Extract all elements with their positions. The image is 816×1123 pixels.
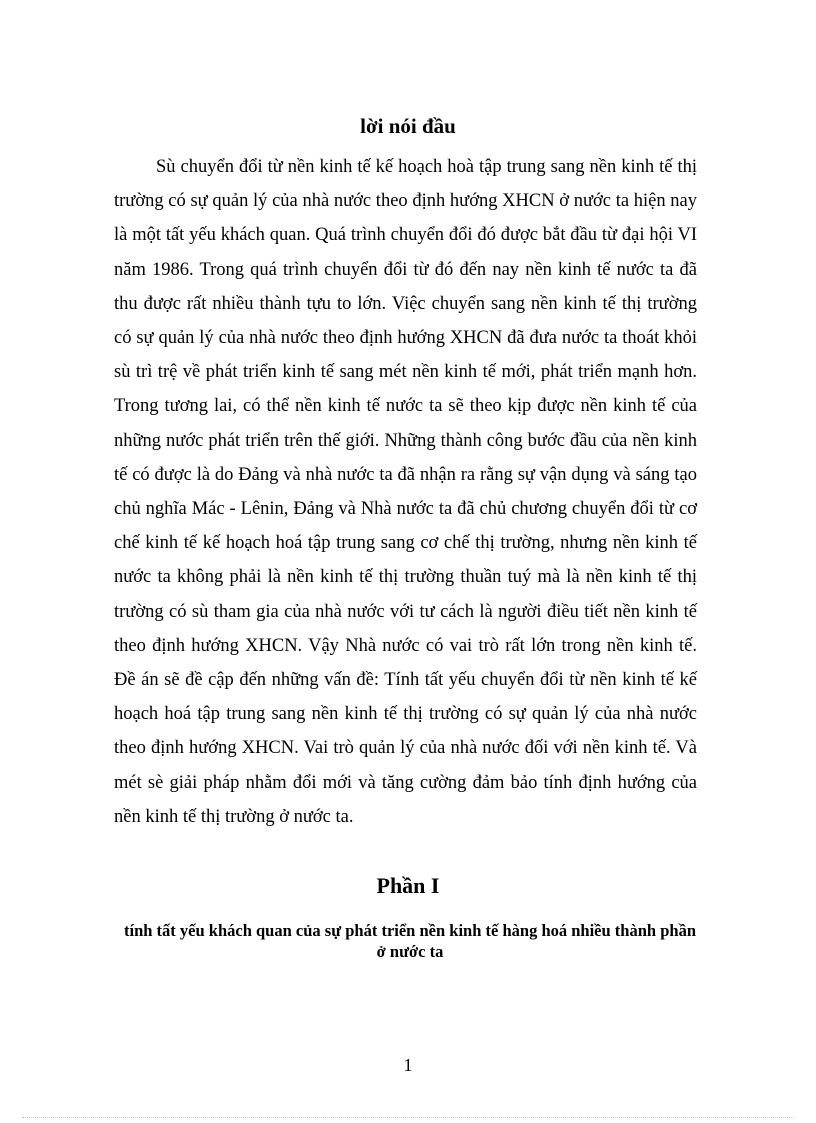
section-title: tính tất yếu khách quan của sự phát triển nền kinh tế hàng hoá nhiều thành phần ở nước ta — [123, 921, 696, 961]
page-number: 1 — [403, 1055, 413, 1075]
footer-divider — [22, 1117, 794, 1118]
part-heading: Phần I — [376, 873, 440, 898]
preface-title: lời nói đầu — [360, 114, 456, 138]
preface-paragraph: Sù chuyển đổi từ nền kinh tế kế hoạch hoà tập trung sang nền kinh tế thị trường có sự quản lý của nhà nước theo định hướng XHCN ở nước ta hiện nay là một tất yếu khách quan. Quá trình chuyển đổi đó được bắt đầu từ đại hội VI năm 1986. Trong quá trình chuyển đổi từ đó đến nay nền kinh tế nước ta đã thu được rất nhiều thành tựu to lớn. Việc chuyển sang nền kinh tế thị trường có sự quản lý của nhà nước theo định hướng XHCN đã đưa nước ta thoát khỏi sù trì trệ về phát triển kinh tế sang mét nền kinh tế mới, phát triển mạnh hơn. Trong tương lai, có thể nền kinh tế nước ta sẽ theo kịp được nền kinh tế của những nước phát triển trên thế giới. Những thành công bước đầu của nền kinh tế có được là do Đảng và nhà nước ta đã nhận ra rằng sự vận dụng và sáng tạo chủ nghĩa Mác - Lênin, Đảng và Nhà nước ta đã chủ chương chuyển đổi từ cơ chế kinh tế kế hoạch hoá tập trung sang cơ chế thị trường, nhưng nền kinh tế nước ta không phải là nền kinh tế thị trường thuần tuý mà là nền kinh tế thị trường có sù tham gia của nhà nước với tư cách là người điều tiết nền kinh tế theo định hướng XHCN. Vậy Nhà nước có vai trò rất lớn trong nền kinh tế. Đề án sẽ đề cập đến những vấn đề: Tính tất yếu chuyển đổi từ nền kinh tế kế hoạch hoá tập trung sang nền kinh tế thị trường có sự quản lý của nhà nước theo định hướng XHCN. Vai trò quản lý của nhà nước đối với nền kinh tế. Và mét sè giải pháp nhằm đổi mới và tăng cường đảm bảo tính định hướng của nền kinh tế thị trường ở nước ta. — [114, 157, 697, 827]
